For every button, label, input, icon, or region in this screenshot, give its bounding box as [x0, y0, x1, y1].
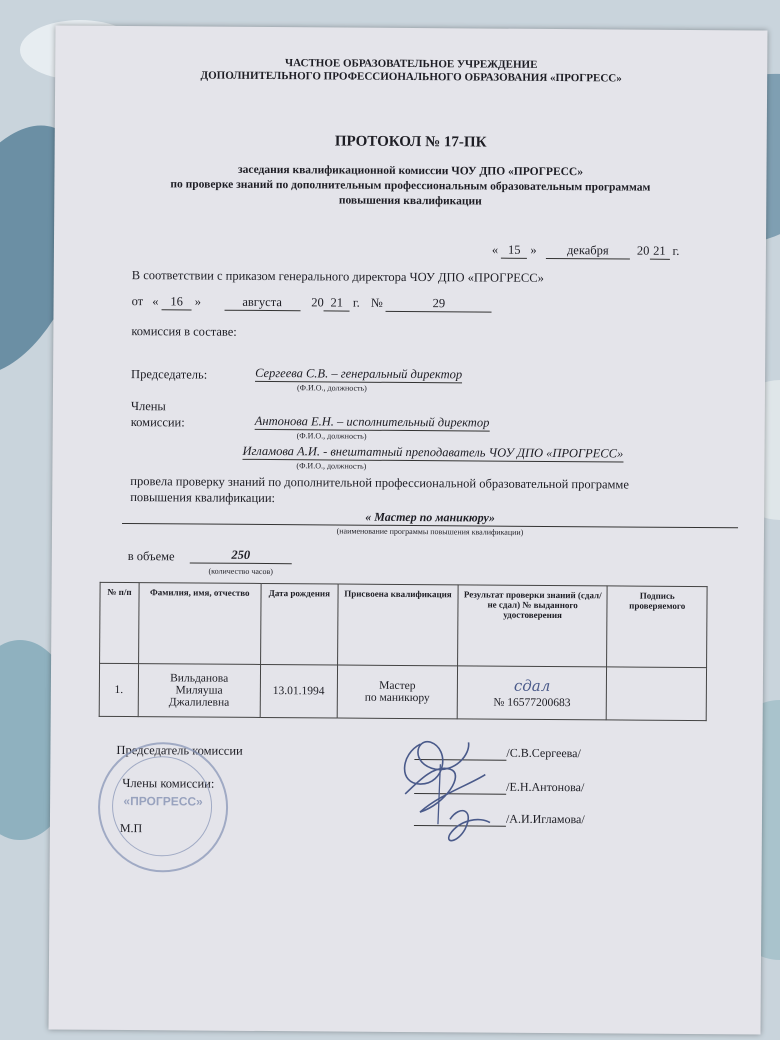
member-2-name: Игламова А.И. - внештатный преподаватель ЧОУ ДПО «ПРОГРЕСС» — [242, 443, 624, 461]
table-header-cell: Фамилия, имя, отчество — [138, 583, 260, 665]
chair-label: Председатель: — [131, 367, 208, 382]
commission-label: комиссия в составе: — [131, 324, 237, 339]
order-g: г. — [352, 295, 360, 310]
row-birth-date: 13.01.1994 — [260, 664, 338, 718]
check-line-1: провела проверку знаний по дополнительной профессиональной образовательной программе — [130, 474, 629, 492]
protocol-title: ПРОТОКОЛ № 17-ПК — [334, 133, 487, 151]
signature-name-1: /С.В.Сергеева/ — [506, 745, 581, 761]
signature-name-2: /Е.Н.Антонова/ — [506, 779, 585, 795]
handwritten-signatures — [390, 724, 511, 855]
order-date — [132, 294, 492, 313]
chair-name: Сергеева С.В. – генеральный директор — [255, 365, 463, 382]
members-label-2: комиссии: — [130, 415, 185, 430]
row-patronymic: Джалилевна — [168, 696, 230, 709]
order-month: августа — [224, 295, 300, 312]
program-name: « Мастер по маникюру» — [122, 508, 738, 528]
table-header-cell: Дата рождения — [260, 583, 338, 665]
row-signature — [607, 667, 707, 721]
row-result-handwritten: сдал — [513, 676, 551, 695]
members-signature-label: Члены комиссии: — [122, 776, 215, 791]
results-table — [99, 582, 708, 721]
check-line-2: повышения квалификации: — [130, 490, 276, 506]
table-header-cell: Результат проверки знаний (сдал/не сдал) № выданного удостоверения — [458, 585, 608, 667]
stamp-center-text: «ПРОГРЕСС» — [123, 794, 203, 809]
volume-label: в объеме — [127, 549, 175, 564]
member-1-name: Антонова Е.Н. – исполнительный директор — [254, 413, 490, 430]
program-caption: (наименование программы повышения квалификации) — [336, 526, 524, 537]
seal-place-label: М.П — [119, 820, 143, 836]
quote-close: » — [530, 242, 537, 257]
row-full-name — [138, 664, 260, 718]
quote-open: « — [152, 294, 159, 309]
order-text: В соответствии с приказом генерального директора ЧОУ ДПО «ПРОГРЕСС» — [131, 268, 544, 285]
protocol-subtitle-3: повышения квалификации — [338, 194, 482, 208]
org-line-2: ДОПОЛНИТЕЛЬНОГО ПРОФЕССИОНАЛЬНОГО ОБРАЗОВАНИЯ «ПРОГРЕСС» — [200, 69, 622, 85]
protocol-subtitle-1: заседания квалификационной комиссии ЧОУ ДПО «ПРОГРЕСС» — [237, 163, 584, 179]
member-2-caption: (Ф.И.О., должность) — [296, 461, 367, 471]
order-year-suffix: 21 — [324, 295, 350, 311]
date-year-prefix: 20 — [636, 243, 650, 258]
row-qualification-line-2: по маникюру — [364, 691, 430, 705]
date-g: г. — [672, 243, 680, 258]
table-header-row — [100, 582, 708, 667]
volume-value: 250 — [190, 547, 292, 564]
row-qualification-line-1: Мастер — [379, 679, 416, 693]
organization-stamp — [98, 742, 229, 873]
row-certificate-number: № 16577200683 — [493, 696, 571, 710]
date-month: декабря — [546, 243, 630, 260]
row-surname: Вильданова — [170, 672, 229, 685]
table-header-cell: Присвоена квалификация — [337, 584, 458, 666]
org-line-1: ЧАСТНОЕ ОБРАЗОВАТЕЛЬНОЕ УЧРЕЖДЕНИЕ — [285, 57, 538, 71]
row-first-name: Миляуша — [175, 684, 223, 697]
volume-caption: (количество часов) — [208, 566, 273, 577]
chair-caption: (Ф.И.О., должность) — [296, 383, 367, 393]
table-header-cell: Подпись проверяемого — [607, 586, 707, 668]
document-page — [49, 26, 768, 1035]
order-number: 29 — [386, 296, 492, 313]
row-qualification — [337, 665, 457, 719]
chair-signature-label: Председатель комиссии — [116, 742, 243, 758]
order-number-label: № — [370, 295, 383, 310]
protocol-subtitle-2: по проверке знаний по дополнительным профессиональным образовательным программам — [170, 178, 651, 194]
table-header-cell: № п/п — [100, 582, 139, 663]
order-day: 16 — [162, 294, 192, 310]
quote-close: » — [194, 294, 202, 309]
quote-open: « — [491, 242, 499, 257]
row-number: 1. — [99, 663, 138, 716]
signature-name-3: /А.И.Игламова/ — [505, 811, 585, 827]
protocol-date — [492, 243, 680, 260]
order-from: от — [131, 294, 144, 309]
date-day: 15 — [501, 243, 527, 259]
table-row — [99, 663, 706, 720]
order-year-prefix: 20 — [311, 295, 324, 310]
date-year-suffix: 21 — [649, 244, 669, 260]
member-1-caption: (Ф.И.О., должность) — [296, 431, 367, 441]
row-result — [457, 666, 607, 720]
members-label-1: Члены — [130, 399, 166, 414]
